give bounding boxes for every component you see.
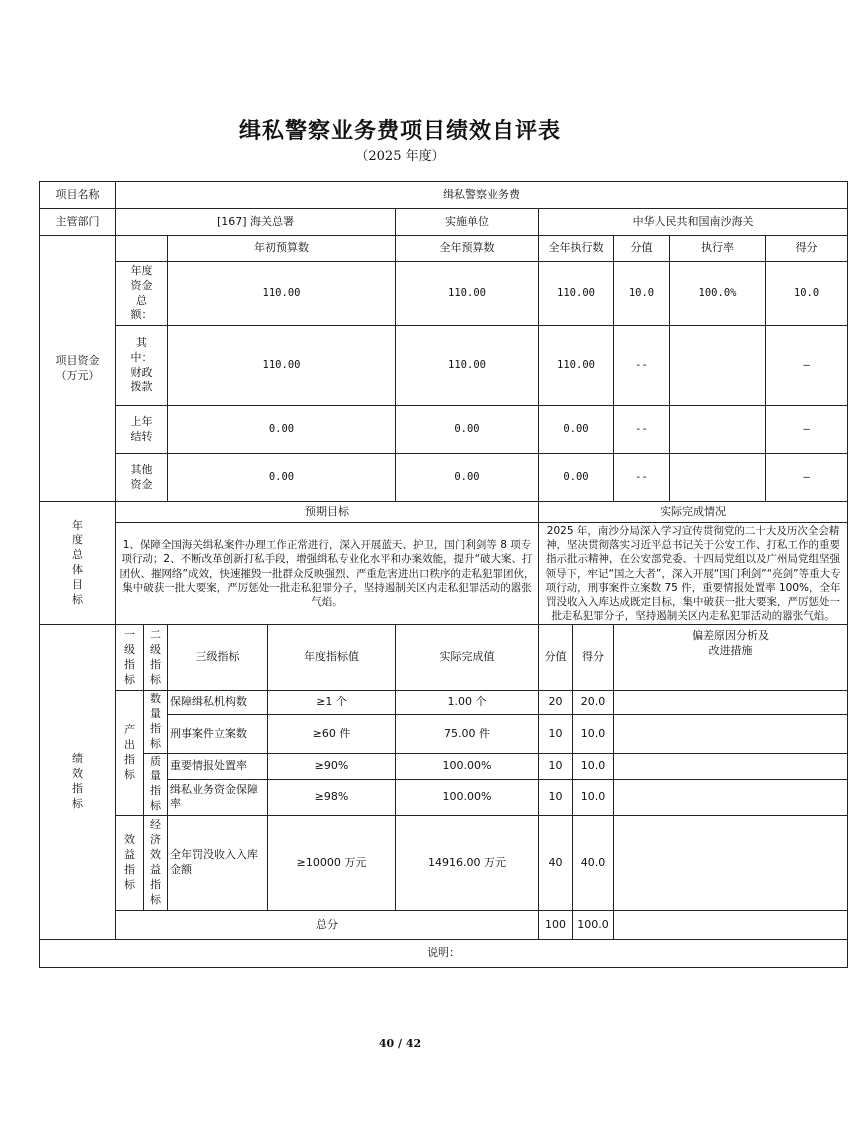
funds-header-full: 全年预算数: [396, 236, 539, 262]
funds-init-value: 0.00: [168, 454, 396, 502]
perf-header-target: 年度指标值: [268, 625, 396, 691]
economic-benefit-indicator-group: 经 济 效 益 指 标: [144, 815, 168, 910]
perf-label: 绩 效 指 标: [40, 625, 116, 940]
funds-score-value: --: [614, 454, 670, 502]
goals-text-row: [40, 523, 848, 625]
indicator-reason: [614, 691, 848, 715]
implementing-unit-label: 实施单位: [396, 209, 539, 236]
indicator-actual: 100.00%: [396, 753, 539, 779]
funds-header-score-value: 分值: [614, 236, 670, 262]
indicator-name: 刑事案件立案数: [168, 715, 268, 753]
funds-rate-value: [670, 406, 766, 454]
funds-score: 10.0: [766, 262, 848, 326]
actual-result-header: 实际完成情况: [539, 502, 848, 523]
indicator-score-value: 20: [539, 691, 573, 715]
indicator-target: ≥10000 万元: [268, 815, 396, 910]
total-score: 100.0: [573, 910, 614, 939]
indicator-score: 10.0: [573, 715, 614, 753]
notes-row: [40, 939, 848, 967]
page-title: 缉私警察业务费项目绩效自评表: [238, 118, 561, 144]
funds-exec-value: 0.00: [539, 406, 614, 454]
total-label: 总分: [116, 910, 539, 939]
funds-score-value: 10.0: [614, 262, 670, 326]
perf-header-level1: 一 级 指 标: [116, 625, 144, 691]
funds-header-rate: 执行率: [670, 236, 766, 262]
benefit-indicator-group: 效 益 指 标: [116, 815, 144, 910]
funds-row-label: 其 中： 财政 拨款: [116, 326, 168, 406]
indicator-reason: [614, 715, 848, 753]
perf-header-level2: 二 级 指 标: [144, 625, 168, 691]
goals-header-row: [40, 502, 848, 523]
indicator-score: 10.0: [573, 779, 614, 815]
indicator-name: 缉私业务资金保障率: [168, 779, 268, 815]
expected-goal-header: 预期目标: [116, 502, 539, 523]
funds-rate-value: [670, 326, 766, 406]
department-row: [40, 209, 848, 236]
funds-score-value: --: [614, 406, 670, 454]
funds-row-fiscal: [40, 326, 848, 406]
perf-row: [40, 753, 848, 779]
funds-full-value: 0.00: [396, 406, 539, 454]
funds-init-value: 110.00: [168, 262, 396, 326]
funds-label: 项目资金 （万元）: [40, 236, 116, 502]
funds-full-value: 110.00: [396, 262, 539, 326]
perf-header-reason: 偏差原因分析及 改进措施: [614, 625, 848, 691]
indicator-target: ≥98%: [268, 779, 396, 815]
funds-score: —: [766, 406, 848, 454]
indicator-actual: 75.00 件: [396, 715, 539, 753]
funds-row-other: [40, 454, 848, 502]
total-row: [40, 910, 848, 939]
funds-row-total: [40, 262, 848, 326]
indicator-name: 保障缉私机构数: [168, 691, 268, 715]
indicator-name: 全年罚没收入入库金额: [168, 815, 268, 910]
funds-full-value: 110.00: [396, 326, 539, 406]
indicator-score-value: 40: [539, 815, 573, 910]
funds-row-carryover: [40, 406, 848, 454]
indicator-target: ≥90%: [268, 753, 396, 779]
indicator-score: 40.0: [573, 815, 614, 910]
quality-indicator-group: 质 量 指 标: [144, 753, 168, 815]
funds-exec-value: 110.00: [539, 326, 614, 406]
funds-init-value: 110.00: [168, 326, 396, 406]
indicator-name: 重要情报处置率: [168, 753, 268, 779]
funds-score: —: [766, 454, 848, 502]
indicator-reason: [614, 815, 848, 910]
page-number: 40 / 42: [378, 1037, 422, 1050]
funds-header-score: 得分: [766, 236, 848, 262]
indicator-actual: 14916.00 万元: [396, 815, 539, 910]
funds-header-row: [40, 236, 848, 262]
expected-goal-text: 1、保障全国海关缉私案件办理工作正常进行，深入开展蓝天、护卫，国门利剑等 8 项专项行动；2、不断改革创新打私手段，增强缉私专业化水平和办案效能，提升“破大案、打团伙、摧网络”成效，快速摧毁一批群众反映强烈、严重危害进出口秩序的走私犯罪团伙，集中破获一批大要案，严厉惩处一批走私犯罪分子，坚持遏制关区内走私犯罪活动的嚣张气焰。: [116, 523, 539, 625]
funds-exec-value: 0.00: [539, 454, 614, 502]
perf-row: [40, 815, 848, 910]
evaluation-table: [39, 181, 848, 968]
indicator-score-value: 10: [539, 715, 573, 753]
indicator-reason: [614, 753, 848, 779]
output-indicator-group: 产 出 指 标: [116, 691, 144, 816]
funds-rate-value: 100.0%: [670, 262, 766, 326]
indicator-actual: 100.00%: [396, 779, 539, 815]
funds-row-label: 其他 资金: [116, 454, 168, 502]
perf-header-actual: 实际完成值: [396, 625, 539, 691]
indicator-actual: 1.00 个: [396, 691, 539, 715]
project-name-label: 项目名称: [40, 182, 116, 209]
goals-label: 年 度 总 体 目 标: [40, 502, 116, 625]
funds-score-value: --: [614, 326, 670, 406]
implementing-unit-value: 中华人民共和国南沙海关: [539, 209, 848, 236]
department-label: 主管部门: [40, 209, 116, 236]
project-name-value: 缉私警察业务费: [116, 182, 848, 209]
indicator-target: ≥1 个: [268, 691, 396, 715]
indicator-score: 10.0: [573, 753, 614, 779]
actual-result-text: 2025 年，南沙分局深入学习宣传贯彻党的二十大及历次全会精神，坚决贯彻落实习近平总书记关于公安工作、打私工作的重要指示批示精神，在公安部党委、十四局党组以及广州局党组坚强领导下，牢记“国之大者”，深入开展“国门利剑”“亮剑”等重大专项行动，刑事案件立案数 75 件，重要情报处置率 100%，全年罚没收入入库达成既定目标，集中破获一批大要案，严厉惩处一批走私犯罪分子，坚持遏制关区内走私犯罪活动的嚣张气焰。: [539, 523, 848, 625]
funds-full-value: 0.00: [396, 454, 539, 502]
quantity-indicator-group: 数 量 指 标: [144, 691, 168, 753]
funds-rate-value: [670, 454, 766, 502]
funds-exec-value: 110.00: [539, 262, 614, 326]
project-name-row: [40, 182, 848, 209]
page-subtitle: （2025 年度）: [355, 149, 445, 164]
funds-header-init: 年初预算数: [168, 236, 396, 262]
funds-row-label: 年度 资金 总 额：: [116, 262, 168, 326]
funds-corner-cell: [116, 236, 168, 262]
funds-init-value: 0.00: [168, 406, 396, 454]
funds-score: —: [766, 326, 848, 406]
perf-header-row: [40, 625, 848, 691]
department-value: [167] 海关总署: [116, 209, 396, 236]
funds-header-exec: 全年执行数: [539, 236, 614, 262]
total-score-value: 100: [539, 910, 573, 939]
funds-row-label: 上年 结转: [116, 406, 168, 454]
total-reason-cell: [614, 910, 848, 939]
indicator-reason: [614, 779, 848, 815]
perf-header-score-value: 分值: [539, 625, 573, 691]
perf-row: [40, 691, 848, 715]
indicator-score-value: 10: [539, 779, 573, 815]
indicator-score: 20.0: [573, 691, 614, 715]
notes-label: 说明：: [40, 939, 848, 967]
indicator-score-value: 10: [539, 753, 573, 779]
indicator-target: ≥60 件: [268, 715, 396, 753]
perf-header-score: 得分: [573, 625, 614, 691]
perf-header-level3: 三级指标: [168, 625, 268, 691]
